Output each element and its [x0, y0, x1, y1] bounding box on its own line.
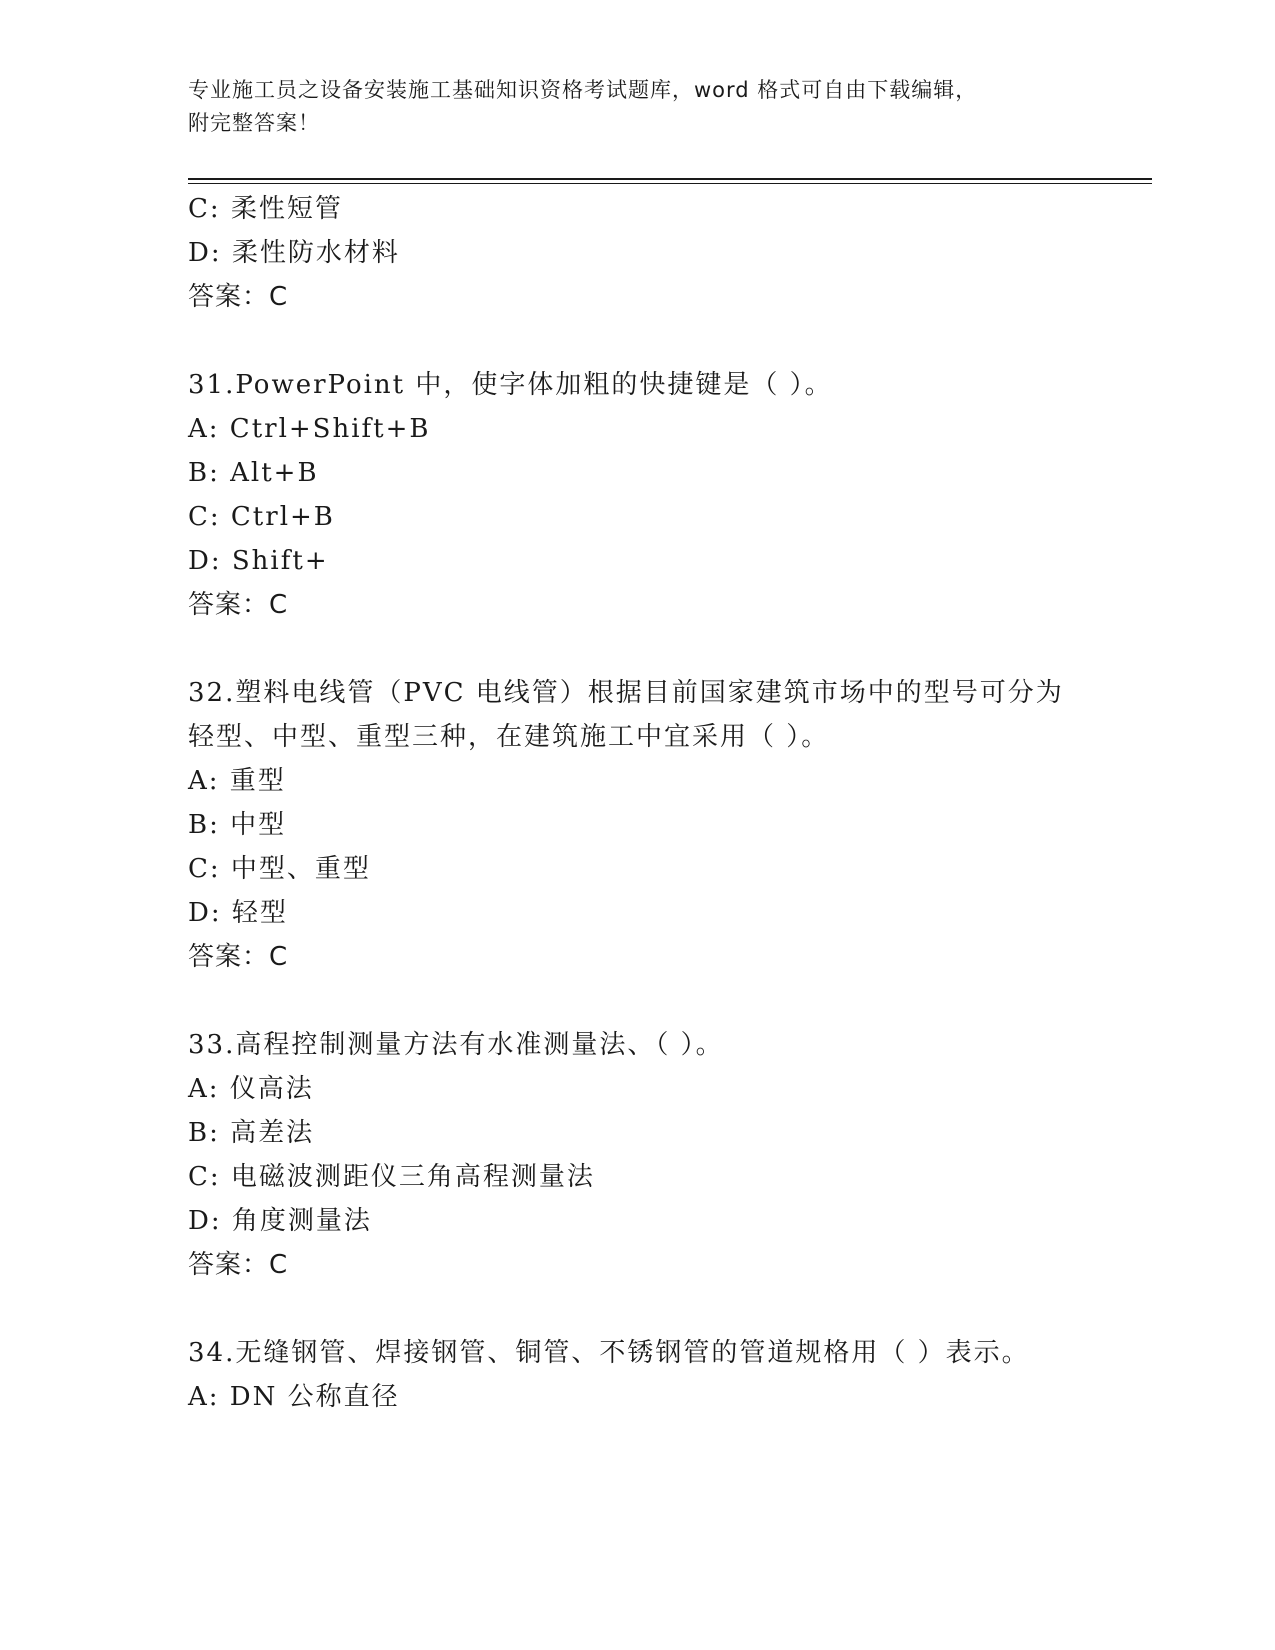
- document-header: [188, 74, 1088, 140]
- question-33-stem: 33.高程控制测量方法有水准测量法、（ ）。: [188, 1030, 724, 1060]
- question-32-option-c: C: 中型、重型: [188, 854, 371, 884]
- question-32-option-b: B: 中型: [188, 810, 287, 840]
- question-31-option-b: B: Alt+B: [188, 458, 319, 488]
- question-31-stem: 31.PowerPoint 中，使字体加粗的快捷键是（ ）。: [188, 370, 833, 400]
- question-31-answer: 答案：C: [188, 590, 289, 620]
- question-31-option-a: A: Ctrl+Shift+B: [188, 414, 431, 444]
- answer-line: 答案：C: [188, 282, 289, 312]
- question-32-stem-line-1: 32.塑料电线管（PVC 电线管）根据目前国家建筑市场中的型号可分为: [188, 678, 1064, 708]
- question-33-option-b: B: 高差法: [188, 1118, 315, 1148]
- header-line-2: 附完整答案！: [188, 111, 320, 135]
- question-33-option-a: A: 仪高法: [188, 1074, 314, 1104]
- question-33-option-c: C: 电磁波测距仪三角高程测量法: [188, 1162, 595, 1192]
- question-32-answer: 答案：C: [188, 942, 289, 972]
- option-c: C: 柔性短管: [188, 194, 343, 224]
- question-31-option-d: D: Shift+: [188, 546, 329, 576]
- question-33-answer: 答案：C: [188, 1250, 289, 1280]
- question-34-option-a: A: DN 公称直径: [188, 1382, 400, 1412]
- question-32-option-d: D: 轻型: [188, 898, 288, 928]
- option-d: D: 柔性防水材料: [188, 238, 400, 268]
- question-32-option-a: A: 重型: [188, 766, 286, 796]
- header-divider-thin: [188, 183, 1152, 184]
- question-33-option-d: D: 角度测量法: [188, 1206, 372, 1236]
- header-divider-thick: [188, 178, 1152, 180]
- question-31-option-c: C: Ctrl+B: [188, 502, 335, 532]
- question-34-stem: 34.无缝钢管、焊接钢管、铜管、不锈钢管的管道规格用（ ）表示。: [188, 1338, 1030, 1368]
- header-line-1: 专业施工员之设备安装施工基础知识资格考试题库，word 格式可自由下载编辑，: [188, 78, 978, 102]
- question-32-stem-line-2: 轻型、中型、重型三种，在建筑施工中宜采用（ ）。: [188, 722, 830, 752]
